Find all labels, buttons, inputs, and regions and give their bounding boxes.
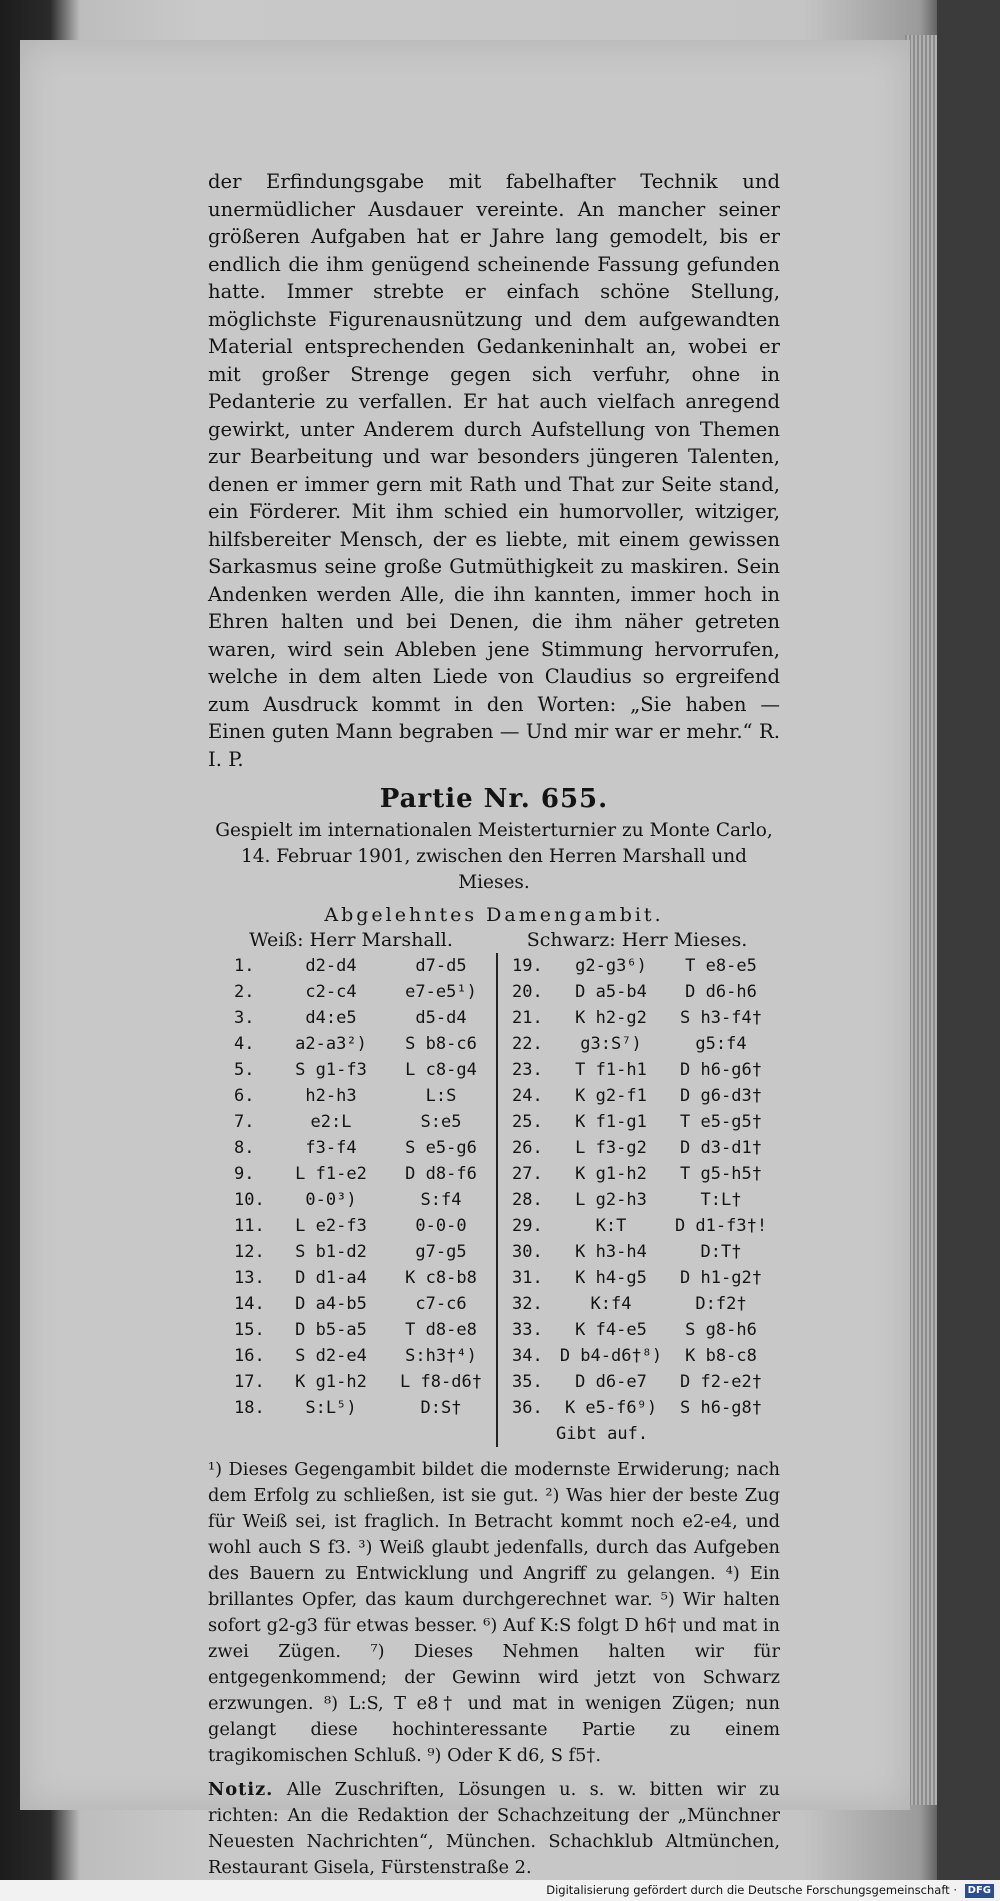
white-move: K g1-h2 xyxy=(295,1372,367,1392)
white-move: L e2-f3 xyxy=(295,1216,367,1236)
white-move: K h2-g2 xyxy=(575,1008,647,1028)
move-row xyxy=(498,1265,780,1291)
move-row xyxy=(498,1395,780,1421)
move-number: 19. xyxy=(512,956,543,976)
white-move: L f1-e2 xyxy=(295,1164,367,1184)
move-row xyxy=(208,1187,496,1213)
moves-column-right xyxy=(498,953,780,1447)
move-row xyxy=(208,1265,496,1291)
black-player: Schwarz: Herr Mieses. xyxy=(526,929,748,951)
move-row xyxy=(208,1291,496,1317)
move-row xyxy=(498,1317,780,1343)
move-row xyxy=(208,1213,496,1239)
move-number: 21. xyxy=(512,1008,543,1028)
move-row xyxy=(208,953,496,979)
black-move: S:e5 xyxy=(420,1112,462,1132)
white-move: g2-g3⁶) xyxy=(575,956,647,976)
move-row xyxy=(208,1343,496,1369)
black-move: S:f4 xyxy=(420,1190,462,1210)
move-number: 28. xyxy=(512,1190,543,1210)
move-row xyxy=(498,979,780,1005)
dfg-logo: DFG xyxy=(965,1884,994,1898)
white-move: K e5-f6⁹) xyxy=(564,1398,658,1418)
move-number: 36. xyxy=(512,1398,543,1418)
white-move: D d6-e7 xyxy=(575,1372,647,1392)
white-move: 0-0³) xyxy=(305,1190,357,1210)
move-row xyxy=(498,1239,780,1265)
white-move: S:L⁵) xyxy=(305,1398,357,1418)
article-paragraph: der Erfindungsgabe mit fabelhafter Technik und unermüdlicher Ausdauer vereinte. An mancher seiner größeren Aufgaben hat er Jahre lang gemodelt, bis er endlich die ihm genügend scheinende Fassung gefunden hatte. Immer strebte er einfach schöne Stellung, möglichste Figurenausnützung und dem aufgewandten Material entsprechenden Gedankeninhalt an, wobei er mit großer Strenge gegen sich verfuhr, ohne in Pedanterie zu verfallen. Er hat auch vielfach anregend gewirkt, unter Anderem durch Aufstellung von Themen zur Bearbeitung und war besonders jüngeren Talenten, denen er immer gern mit Rath und That zur Seite stand, ein Förderer. Mit ihm schied ein humorvoller, witziger, hilfsbereiter Mensch, der es liebte, mit einem gewissen Sarkasmus seine große Gutmüthigkeit zu maskiren. Sein Andenken werden Alle, die ihn kannten, immer hoch in Ehren halten und bei Denen, die ihm näher getreten waren, wird sein Ableben jene Stimmung hervorrufen, welche in dem alten Liede von Claudius so ergreifend zum Ausdruck kommt in den Worten: „Sie haben — Einen guten Mann begraben — Und mir war er mehr.“ R. I. P. xyxy=(208,170,780,771)
white-move: c2-c4 xyxy=(305,982,357,1002)
move-number: 26. xyxy=(512,1138,543,1158)
black-move: D d8-f6 xyxy=(405,1164,477,1184)
black-move: D:f2† xyxy=(695,1294,747,1314)
move-number: 34. xyxy=(512,1346,543,1366)
black-move: S h6-g8† xyxy=(680,1398,762,1418)
white-move: L g2-h3 xyxy=(575,1190,647,1210)
black-move: K b8-c8 xyxy=(685,1346,757,1366)
move-number: 2. xyxy=(234,982,255,1002)
white-move: D a4-b5 xyxy=(295,1294,367,1314)
move-row xyxy=(208,979,496,1005)
move-row xyxy=(208,1005,496,1031)
white-move: d2-d4 xyxy=(305,956,357,976)
move-row xyxy=(498,953,780,979)
black-move: d5-d4 xyxy=(415,1008,467,1028)
white-move: h2-h3 xyxy=(305,1086,357,1106)
black-move: L c8-g4 xyxy=(405,1060,477,1080)
move-number: 6. xyxy=(234,1086,255,1106)
move-number: 33. xyxy=(512,1320,543,1340)
white-move: e2:L xyxy=(310,1112,352,1132)
move-number: 7. xyxy=(234,1112,255,1132)
black-move: S:h3†⁴) xyxy=(405,1346,477,1366)
move-row xyxy=(208,1239,496,1265)
black-move: D d3-d1† xyxy=(680,1138,762,1158)
move-row xyxy=(498,1109,780,1135)
white-move: K g1-h2 xyxy=(575,1164,647,1184)
move-row xyxy=(498,1083,780,1109)
move-row xyxy=(498,1161,780,1187)
white-move: K f4-e5 xyxy=(575,1320,647,1340)
move-number: 25. xyxy=(512,1112,543,1132)
move-row xyxy=(498,1343,780,1369)
notice-text: Alle Zuschriften, Lösungen u. s. w. bitten wir zu richten: An die Redaktion der Schachzeitung der „Münchner Neuesten Nachrichten“, München. Schachklub Altmünchen, Restaurant Gisela, Fürstenstraße 2. xyxy=(208,1779,780,1878)
black-move: K c8-b8 xyxy=(405,1268,477,1288)
black-move: D h1-g2† xyxy=(680,1268,762,1288)
move-row xyxy=(208,1317,496,1343)
players-header xyxy=(208,929,780,951)
black-move: D h6-g6† xyxy=(680,1060,762,1080)
book-spine xyxy=(937,0,1000,1880)
move-row xyxy=(498,1135,780,1161)
game-footnotes: ¹) Dieses Gegengambit bildet die modernste Erwiderung; nach dem Erfolg zu schließen, ist sie gut. ²) Was hier der beste Zug für Weiß sei, ist fraglich. In Betracht kommt noch e2-e4, und wohl auch S f3. ³) Weiß glaubt jedenfalls, durch das Aufgeben des Bauern zu Entwicklung und Angriff zu gelangen. ⁴) Ein brillantes Opfer, das kaum durchgerechnet war. ⁵) Wir halten sofort g2-g3 für etwas besser. ⁶) Auf K:S folgt D h6† und mat in zwei Zügen. ⁷) Dieses Nehmen halten wir für entgegenkommend; der Gewinn wird jetzt von Schwarz erzwungen. ⁸) L:S, T e8† und mat in wenigen Zügen; nun gelangt diese hochinteressante Partie zu einem tragikomischen Schluß. ⁹) Oder K d6, S f5†. xyxy=(208,1459,780,1766)
move-number: 32. xyxy=(512,1294,543,1314)
notice xyxy=(208,1777,780,1881)
black-move: L f8-d6† xyxy=(400,1372,482,1392)
move-number: 5. xyxy=(234,1060,255,1080)
black-move: g7-g5 xyxy=(415,1242,467,1262)
white-player: Weiß: Herr Marshall. xyxy=(249,929,453,951)
black-move: D:S† xyxy=(420,1398,462,1418)
move-row xyxy=(498,1187,780,1213)
move-row xyxy=(208,1109,496,1135)
black-move: g5:f4 xyxy=(695,1034,747,1054)
white-move: K h3-h4 xyxy=(575,1242,647,1262)
move-number: 24. xyxy=(512,1086,543,1106)
move-row xyxy=(208,1083,496,1109)
move-number: 4. xyxy=(234,1034,255,1054)
white-move: L f3-g2 xyxy=(575,1138,647,1158)
move-row xyxy=(498,1005,780,1031)
move-number: 30. xyxy=(512,1242,543,1262)
move-number: 11. xyxy=(234,1216,265,1236)
move-number: 17. xyxy=(234,1372,265,1392)
white-move: K f1-g1 xyxy=(575,1112,647,1132)
white-move: D b4-d6†⁸) xyxy=(559,1346,663,1366)
move-row xyxy=(498,1291,780,1317)
white-move: K g2-f1 xyxy=(575,1086,647,1106)
move-number: 3. xyxy=(234,1008,255,1028)
black-move: D d1-f3†! xyxy=(674,1216,768,1236)
move-number: 14. xyxy=(234,1294,265,1314)
black-move: T:L† xyxy=(700,1190,742,1210)
white-move: d4:e5 xyxy=(305,1008,357,1028)
move-number: 10. xyxy=(234,1190,265,1210)
white-move: D b5-a5 xyxy=(295,1320,367,1340)
black-move: D f2-e2† xyxy=(680,1372,762,1392)
move-number: 29. xyxy=(512,1216,543,1236)
move-number: 22. xyxy=(512,1034,543,1054)
move-row xyxy=(498,1057,780,1083)
white-move: a2-a3²) xyxy=(295,1034,367,1054)
move-number: 1. xyxy=(234,956,255,976)
move-row xyxy=(208,1057,496,1083)
black-move: D:T† xyxy=(700,1242,742,1262)
move-number: 35. xyxy=(512,1372,543,1392)
opening-name: Abgelehntes Damengambit. xyxy=(324,904,664,926)
white-move: K:T xyxy=(595,1216,627,1236)
move-number: 15. xyxy=(234,1320,265,1340)
move-number: 18. xyxy=(234,1398,265,1418)
black-move: e7-e5¹) xyxy=(405,982,477,1002)
move-number: 23. xyxy=(512,1060,543,1080)
black-move: D g6-d3† xyxy=(680,1086,762,1106)
moves-column-left xyxy=(208,953,498,1447)
white-move: f3-f4 xyxy=(305,1138,357,1158)
move-row xyxy=(498,1369,780,1395)
black-move: S e5-g6 xyxy=(405,1138,477,1158)
move-row xyxy=(208,1135,496,1161)
black-move: D d6-h6 xyxy=(685,982,757,1002)
move-number: 12. xyxy=(234,1242,265,1262)
move-number: 27. xyxy=(512,1164,543,1184)
black-move: S h3-f4† xyxy=(680,1008,762,1028)
move-row xyxy=(208,1031,496,1057)
notice-label: Notiz. xyxy=(208,1779,274,1800)
move-number: 31. xyxy=(512,1268,543,1288)
white-move: S g1-f3 xyxy=(295,1060,367,1080)
black-move: S g8-h6 xyxy=(685,1320,757,1340)
move-row xyxy=(498,1031,780,1057)
game-subtitle: Gespielt im internationalen Meisterturnier zu Monte Carlo, 14. Februar 1901, zwischen den Herren Marshall und Mieses. xyxy=(215,820,773,893)
move-row xyxy=(208,1369,496,1395)
white-move: T f1-h1 xyxy=(575,1060,647,1080)
black-move: L:S xyxy=(425,1086,457,1106)
page-content xyxy=(208,168,780,1881)
move-row xyxy=(208,1161,496,1187)
game-result: Gibt auf. xyxy=(556,1424,649,1444)
black-move: d7-d5 xyxy=(415,956,467,976)
black-move: T e5-g5† xyxy=(680,1112,762,1132)
game-title: Partie Nr. 655. xyxy=(379,784,609,814)
black-move: T d8-e8 xyxy=(405,1320,477,1340)
move-number: 13. xyxy=(234,1268,265,1288)
black-move: c7-c6 xyxy=(415,1294,467,1314)
white-move: D a5-b4 xyxy=(575,982,647,1002)
white-move: D d1-a4 xyxy=(295,1268,367,1288)
move-number: 16. xyxy=(234,1346,265,1366)
move-number: 9. xyxy=(234,1164,255,1184)
white-move: S b1-d2 xyxy=(295,1242,367,1262)
black-move: 0-0-0 xyxy=(415,1216,467,1236)
footer-bar xyxy=(0,1880,1000,1901)
white-move: S d2-e4 xyxy=(295,1346,367,1366)
move-row xyxy=(208,1395,496,1421)
move-number: 20. xyxy=(512,982,543,1002)
moves-table xyxy=(208,953,780,1447)
white-move: K h4-g5 xyxy=(575,1268,647,1288)
white-move: K:f4 xyxy=(590,1294,632,1314)
black-move: S b8-c6 xyxy=(405,1034,477,1054)
black-move: T g5-h5† xyxy=(680,1164,762,1184)
black-move: T e8-e5 xyxy=(685,956,757,976)
white-move: g3:S⁷) xyxy=(580,1034,642,1054)
footer-text: Digitalisierung gefördert durch die Deutsche Forschungsgemeinschaft · xyxy=(546,1883,957,1897)
move-number: 8. xyxy=(234,1138,255,1158)
move-row xyxy=(498,1213,780,1239)
